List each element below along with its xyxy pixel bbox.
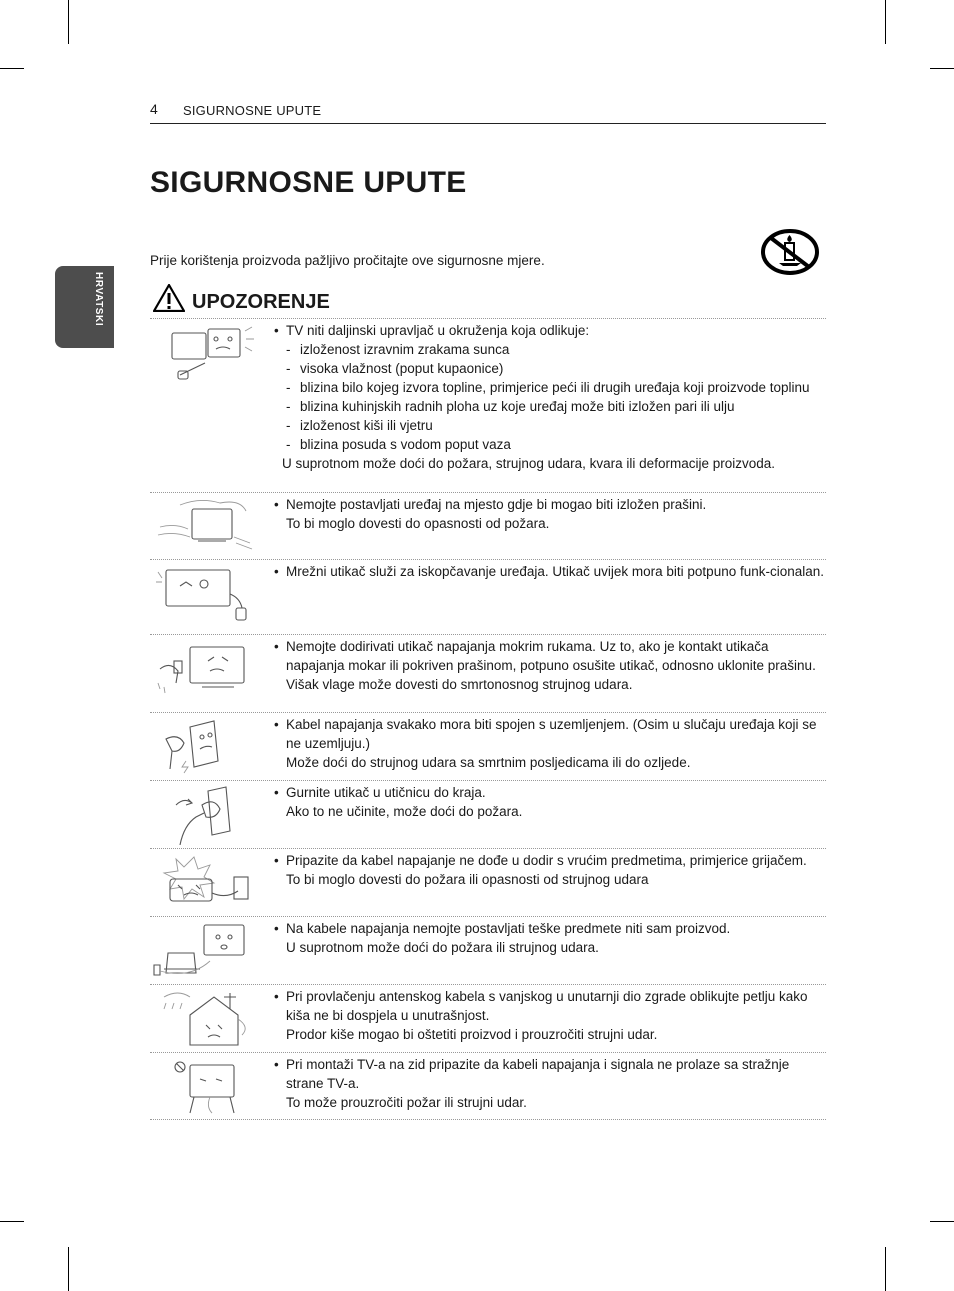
warning-item (150, 559, 826, 634)
tv-remote-sunlight-illustration (150, 323, 268, 387)
warning-bullet: • Pripazite da kabel napajanje ne dođe u dodir s vrućim predmetima, primjerice grijačem. (272, 851, 826, 870)
crop-mark (930, 68, 954, 69)
warning-consequence: Prodor kiše mogao bi oštetiti proizvod i prouzročiti strujni udar. (286, 1027, 658, 1042)
heavy-object-on-cable-illustration (150, 921, 268, 981)
antenna-loop-house-illustration (150, 989, 268, 1049)
page-header (150, 101, 826, 124)
warning-dash-item: - visoka vlažnost (poput kupaonice) (272, 359, 826, 378)
warning-bullet: • Nemojte dodirivati utikač napajanja mokrim rukama. Uz to, ako je kontakt utikača napajanja mokar ili pokriven prašinom, potpuno osušite utikač, odnosno uklonite prašinu. (272, 637, 826, 675)
cable-heater-illustration (150, 853, 268, 913)
warning-bullet: • Mrežni utikač služi za iskopčavanje uređaja. Utikač uvijek mora biti potpuno funk-cionalan. (272, 562, 826, 581)
warning-bullet: • Kabel napajanja svakako mora biti spojen s uzemljenjem. (Osim u slučaju uređaja koji se ne uzemljuju.) (272, 715, 826, 753)
warning-consequence: To bi moglo dovesti do opasnosti od požara. (286, 516, 550, 531)
warning-bullet: • Na kabele napajanja nemojte postavljati teške predmete niti sam proizvod. (272, 919, 826, 938)
crop-mark (68, 1247, 69, 1291)
warning-consequence: U suprotnom može doći do požara, strujnog udara, kvara ili deformacije proizvoda. (282, 456, 775, 471)
warning-dash-item: - blizina bilo kojeg izvora topline, primjerice peći ili drugih uređaja koji proizvode toplinu (272, 378, 826, 397)
page-title: SIGURNOSNE UPUTE (150, 166, 467, 199)
crop-mark (930, 1221, 954, 1222)
warning-item (150, 1052, 826, 1120)
warning-item (150, 780, 826, 848)
warning-label: UPOZORENJE (192, 291, 330, 313)
warning-consequence: U suprotnom može doći do požara ili strujnog udara. (286, 940, 599, 955)
crop-mark (0, 68, 24, 69)
crop-mark (885, 1247, 886, 1291)
warning-consequence: Ako to ne učinite, može doći do požara. (286, 804, 523, 819)
warning-bullet: • Nemojte postavljati uređaj na mjesto gdje bi mogao biti izložen prašini. (272, 495, 826, 514)
running-title: SIGURNOSNE UPUTE (183, 103, 322, 118)
page-number: 4 (150, 101, 158, 117)
warning-item (150, 916, 826, 984)
crop-mark (68, 0, 69, 44)
no-candle-icon (761, 228, 819, 276)
intro-text: Prije korištenja proizvoda pažljivo pročitajte ove sigurnosne mjere. (150, 253, 545, 268)
grounded-plug-illustration (150, 717, 268, 775)
crop-mark (885, 0, 886, 44)
warning-list (150, 318, 826, 1120)
warning-item (150, 492, 826, 559)
language-tab (55, 266, 114, 348)
warning-consequence: Višak vlage može dovesti do smrtonosnog strujnog udara. (286, 677, 633, 692)
warning-consequence: Može doći do strujnog udara sa smrtnim posljedicama ili do ozljede. (286, 755, 691, 770)
warning-bullet: • Pri montaži TV-a na zid pripazite da kabeli napajanja i signala ne prolaze sa stražnje strane TV-a. (272, 1055, 826, 1093)
warning-bullet: • TV niti daljinski upravljač u okruženja koja odlikuje: (272, 321, 826, 340)
warning-item (150, 634, 826, 712)
warning-item (150, 848, 826, 916)
wet-hands-plug-illustration (150, 639, 268, 701)
warning-dash-item: - izloženost izravnim zrakama sunca (272, 340, 826, 359)
warning-dash-item: - izloženost kiši ili vjetru (272, 416, 826, 435)
warning-consequence: To može prouzročiti požar ili strujni udar. (286, 1095, 527, 1110)
warning-item (150, 712, 826, 780)
warning-dash-item: - blizina kuhinjskih radnih ploha uz koje uređaj može biti izložen pari ili ulju (272, 397, 826, 416)
warning-consequence: To bi moglo dovesti do požara ili opasnosti od strujnog udara (286, 872, 649, 887)
tv-plug-disconnect-illustration (150, 564, 268, 624)
warning-item (150, 984, 826, 1052)
warning-bullet: • Pri provlačenju antenskog kabela s vanjskog u unutarnji dio zgrade oblikujte petlju kako kiša ne bi dospjela u unutrašnjost. (272, 987, 826, 1025)
tv-dust-illustration (150, 497, 268, 555)
warning-triangle-icon (153, 284, 185, 312)
plug-insert-illustration (150, 785, 268, 845)
warning-item (150, 318, 826, 492)
language-tab-label: HRVATSKI (93, 272, 104, 327)
warning-dash-item: - blizina posuda s vodom poput vaza (272, 435, 826, 454)
crop-mark (0, 1221, 24, 1222)
wall-mount-cables-illustration (150, 1057, 268, 1117)
warning-bullet: • Gurnite utikač u utičnicu do kraja. (272, 783, 826, 802)
